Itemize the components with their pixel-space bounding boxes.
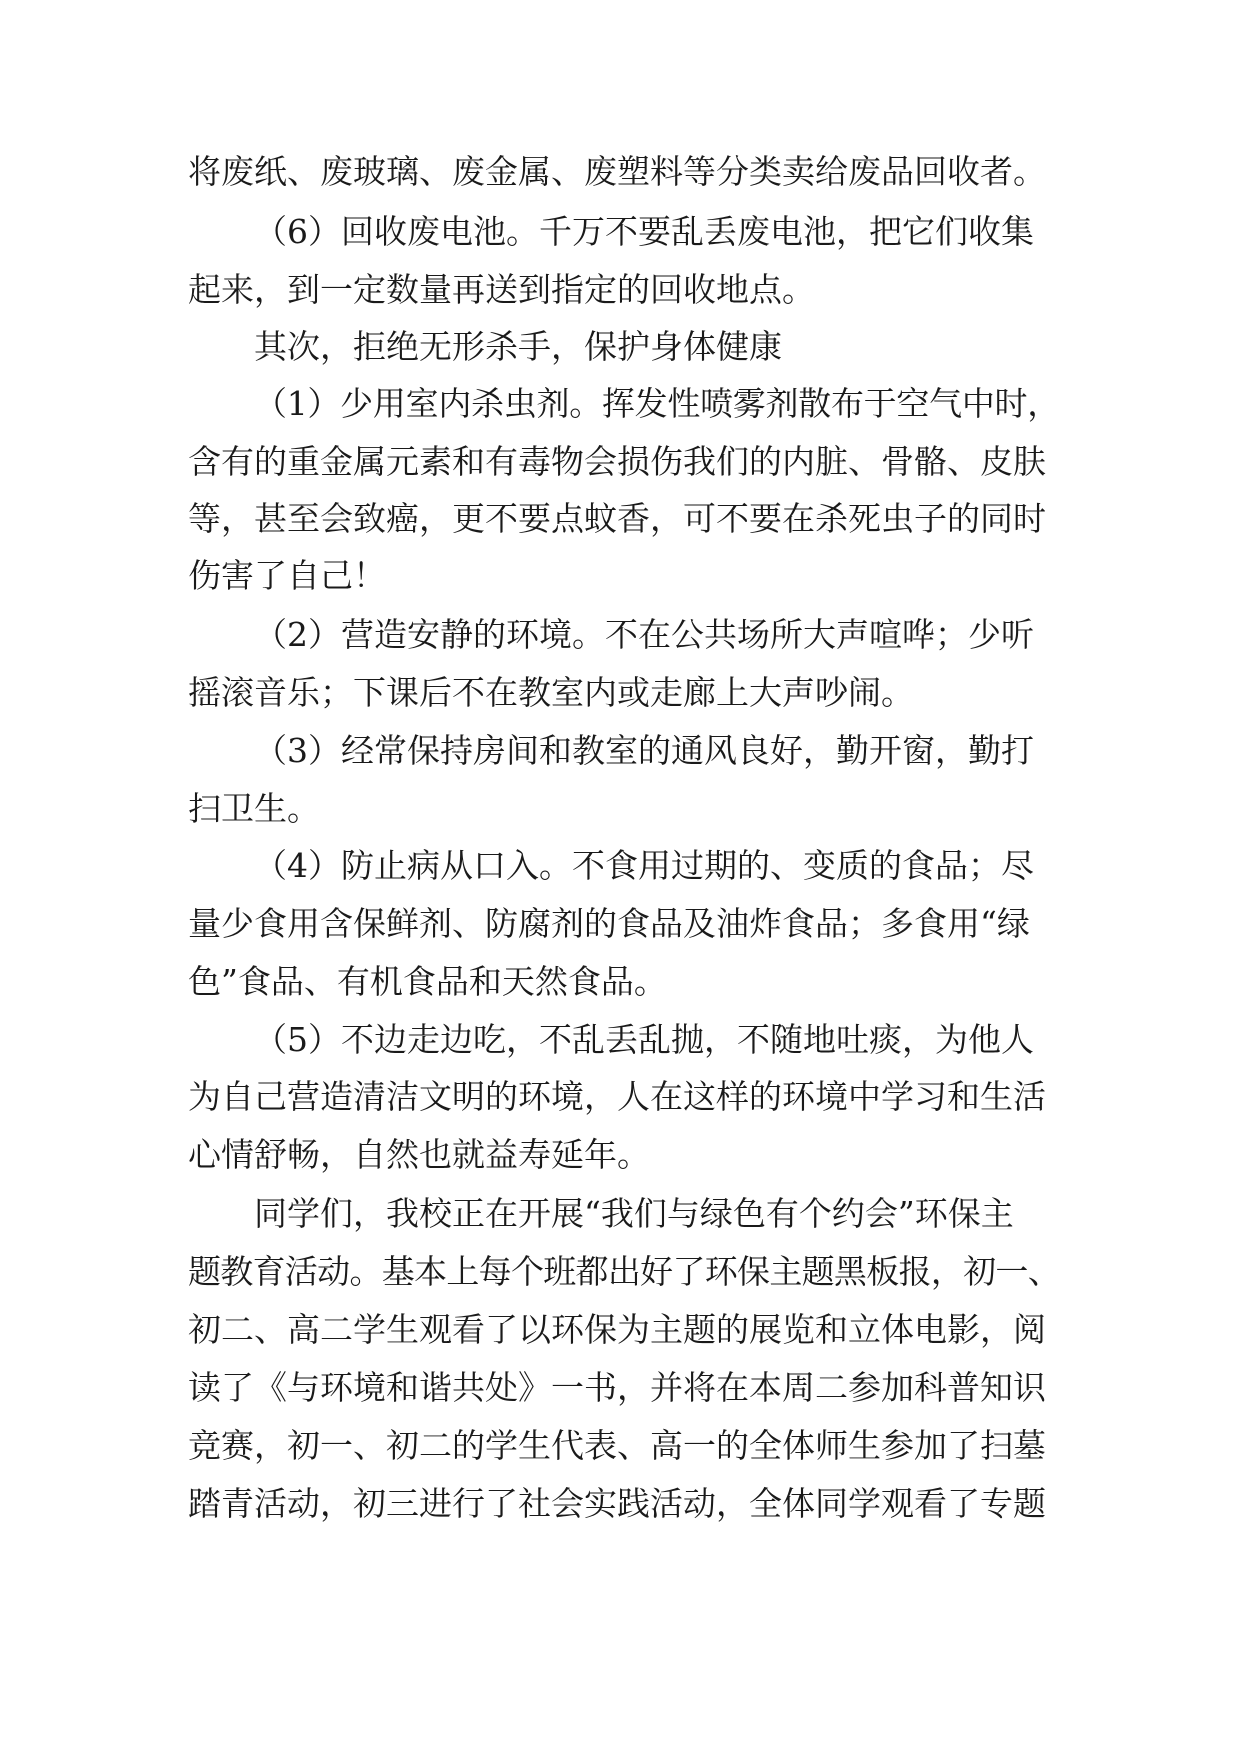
text-line: 扫卫生。 xyxy=(188,789,320,828)
text-line: 起来，到一定数量再送到指定的回收地点。 xyxy=(188,270,815,309)
text-line: 心情舒畅，自然也就益寿延年。 xyxy=(188,1135,650,1174)
text-line: 为自己营造清洁文明的环境，人在这样的环境中学习和生活 xyxy=(188,1077,1046,1116)
text-line: 色”食品、有机食品和天然食品。 xyxy=(188,962,667,1001)
text-line: 同学们，我校正在开展“我们与绿色有个约会”环保主 xyxy=(254,1194,1014,1233)
text-line: 初二、高二学生观看了以环保为主题的展览和立体电影，阅 xyxy=(188,1310,1046,1349)
text-line: 竞赛，初一、初二的学生代表、高一的全体师生参加了扫墓 xyxy=(188,1426,1046,1465)
text-line: （4）防止病从口入。不食用过期的、变质的食品；尽 xyxy=(254,846,1034,885)
text-line: 量少食用含保鲜剂、防腐剂的食品及油炸食品；多食用“绿 xyxy=(188,904,1030,943)
text-line: 含有的重金属元素和有毒物会损伤我们的内脏、骨骼、皮肤 xyxy=(188,442,1046,481)
text-line: （2）营造安静的环境。不在公共场所大声喧哗；少听 xyxy=(254,615,1034,654)
text-line: 伤害了自己！ xyxy=(188,556,386,595)
text-line: （5）不边走边吃，不乱丢乱抛，不随地吐痰，为他人 xyxy=(254,1020,1034,1059)
text-line: （6）回收废电池。千万不要乱丢废电池，把它们收集 xyxy=(254,212,1034,251)
text-line: （3）经常保持房间和教室的通风良好，勤开窗，勤打 xyxy=(254,731,1034,770)
text-line: 摇滚音乐；下课后不在教室内或走廊上大声吵闹。 xyxy=(188,673,914,712)
text-line: 等，甚至会致癌，更不要点蚊香，可不要在杀死虫子的同时 xyxy=(188,499,1046,538)
text-line: 将废纸、废玻璃、废金属、废塑料等分类卖给废品回收者。 xyxy=(188,152,1046,191)
text-line: 读了《与环境和谐共处》一书，并将在本周二参加科普知识 xyxy=(188,1368,1046,1407)
text-line: 踏青活动，初三进行了社会实践活动，全体同学观看了专题 xyxy=(188,1484,1046,1523)
text-line: 题教育活动。基本上每个班都出好了环保主题黑板报，初一、 xyxy=(188,1252,1061,1291)
text-line: 其次，拒绝无形杀手，保护身体健康 xyxy=(254,327,782,366)
text-line: （1）少用室内杀虫剂。挥发性喷雾剂散布于空气中时， xyxy=(254,384,1060,423)
